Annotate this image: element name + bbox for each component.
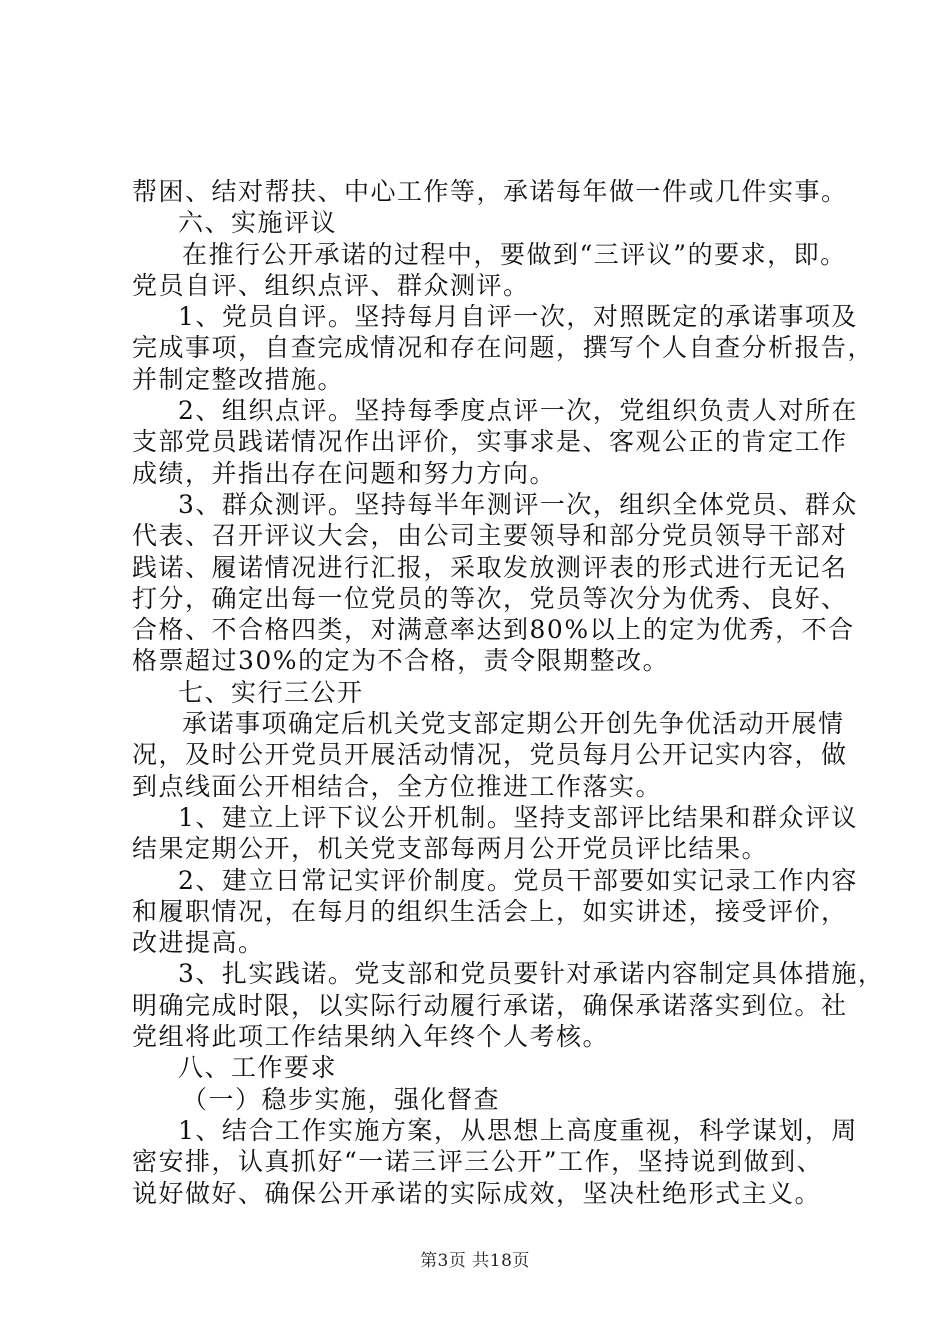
text-line: 1、建立上评下议公开机制。坚持支部评比结果和群众评议 <box>178 802 858 832</box>
text-line: 支部党员践诺情况作出评价，实事求是、客观公正的肯定工作 <box>132 427 848 457</box>
text-line: 格票超过30%的定为不合格，责令限期整改。 <box>132 646 670 676</box>
text-line: 结果定期公开，机关党支部每两月公开党员评比结果。 <box>132 834 769 864</box>
text-line: 并制定整改措施。 <box>132 364 345 394</box>
text-line: 1、结合工作实施方案，从思想上高度重视，科学谋划，周 <box>178 1115 858 1145</box>
text-line: 承诺事项确定后机关党支部定期公开创先争优活动开展情 <box>182 709 845 739</box>
text-line: 党员自评、组织点评、群众测评。 <box>132 270 530 300</box>
text-line: 成绩，并指出存在问题和努力方向。 <box>132 458 557 488</box>
text-line: 党组将此项工作结果纳入年终个人考核。 <box>132 1022 610 1052</box>
text-line: 到点线面公开相结合，全方位推进工作落实。 <box>132 771 663 801</box>
page-number-footer: 第3页 共18页 <box>420 1251 530 1271</box>
text-line: 密安排，认真抓好“一诺三评三公开”工作，坚持说到做到、 <box>132 1147 824 1177</box>
text-line: （一）稳步实施，强化督查 <box>182 1084 501 1114</box>
text-line: 在推行公开承诺的过程中，要做到“三评议”的要求，即。 <box>182 239 847 269</box>
text-line: 六、实施评议 <box>178 208 338 238</box>
text-line: 打分，确定出每一位党员的等次，党员等次分为优秀、良好、 <box>132 583 848 613</box>
text-line: 1、党员自评。坚持每月自评一次，对照既定的承诺事项及 <box>178 302 858 332</box>
text-line: 说好做好、确保公开承诺的实际成效，坚决杜绝形式主义。 <box>132 1178 822 1208</box>
text-line: 完成事项，自查完成情况和存在问题，撰写个人自查分析报告， <box>132 333 875 363</box>
text-line: 2、建立日常记实评价制度。党员干部要如实记录工作内容 <box>178 865 858 895</box>
text-line: 改进提高。 <box>132 928 265 958</box>
text-line: 七、实行三公开 <box>178 677 364 707</box>
text-line: 明确完成时限，以实际行动履行承诺，确保承诺落实到位。社 <box>132 990 848 1020</box>
text-line: 帮困、结对帮扶、中心工作等，承诺每年做一件或几件实事。 <box>132 177 848 206</box>
text-line: 践诺、履诺情况进行汇报，采取发放测评表的形式进行无记名 <box>132 552 848 582</box>
text-line: 八、工作要求 <box>178 1053 338 1083</box>
text-line: 3、扎实践诺。党支部和党员要针对承诺内容制定具体措施， <box>178 959 885 989</box>
text-line: 2、组织点评。坚持每季度点评一次，党组织负责人对所在 <box>178 396 858 426</box>
document-body <box>132 176 885 1209</box>
text-line: 代表、召开评议大会，由公司主要领导和部分党员领导干部对 <box>132 521 848 551</box>
text-line: 3、群众测评。坚持每半年测评一次，组织全体党员、群众 <box>178 489 858 519</box>
text-line: 况，及时公开党员开展活动情况，党员每月公开记实内容，做 <box>132 740 848 770</box>
text-line: 和履职情况，在每月的组织生活会上，如实讲述，接受评价， <box>132 896 848 926</box>
text-line: 合格、不合格四类，对满意率达到80%以上的定为优秀，不合 <box>132 615 855 645</box>
